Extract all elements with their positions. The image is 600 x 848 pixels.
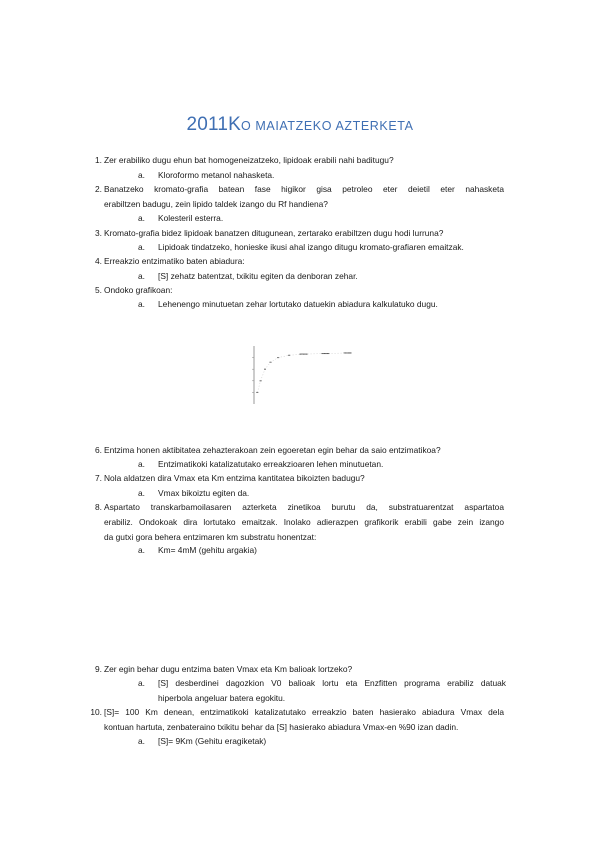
question-9: 9. Zer egin behar dugu entzima baten Vmax eta Km balioak lortzeko? (95, 664, 353, 674)
answer-6: a. Entzimatikoki katalizatutako erreakzioaren lehen minutuetan. (138, 459, 384, 469)
page-title: 2011KO MAIATZEKO AZTERKETA (186, 114, 414, 135)
question-3: 3. Kromato-grafia bidez lipidoak banatzen ditugunean, zertarako erabiltzen dugu hodi lurruna? (95, 228, 444, 238)
answer-9: a. [S] desberdinei dagozkion V0 balioak lortu eta Enzfitten programa erabiliz datuak hiperbola angeluar batera egokitu. (138, 678, 506, 703)
answer-7: a. Vmax bikoiztu egiten da. (138, 488, 250, 498)
question-10: 10. [S]= 100 Km denean, entzimatikoki katalizatutako erreakzio baten hasierako abiadura Vmax dela kontuan hartuta, zenbateraino txikitu behar da [S] hasierako abiadura Vmax-en %90 izan dadin. (90, 707, 504, 732)
chart-point (344, 352, 352, 353)
answer-8: a. Km= 4mM (gehitu argakia) (138, 545, 257, 555)
question-7: 7. Nola aldatzen dira Vmax eta Km entzima kantitatea bikoizten badugu? (95, 473, 365, 483)
answer-5: a. Lehenengo minutuetan zehar lortutako datuekin abiadura kalkulatuko dugu. (138, 299, 438, 309)
answer-4: a. [S] zehatz batentzat, txikitu egiten da denboran zehar. (138, 271, 358, 281)
question-5: 5. Ondoko grafikoan: (95, 285, 173, 295)
answer-3: a. Lipidoak tindatzeko, honieske ikusi ahal izango ditugu kromato-grafiaren emaitzak. (138, 242, 464, 252)
chart-point (300, 354, 308, 355)
answer-10: a. [S]= 9Km (Gehitu eragiketak) (138, 736, 267, 746)
question-4: 4. Erreakzio entzimatiko baten abiadura: (95, 256, 245, 266)
kinetics-chart (224, 340, 374, 430)
question-1: 1. Zer erabiliko dugu ehun bat homogeneizatzeko, lipidoak erabili nahi baditugu? (95, 155, 394, 165)
answer-1: a. Kloroformo metanol nahasketa. (138, 170, 275, 180)
answer-2: a. Kolesteril esterra. (138, 213, 224, 223)
question-6: 6. Entzima honen aktibitatea zehazterakoan zein egoeretan egin behar da saio entzimatikoa? (95, 445, 441, 455)
question-2: 2. Banatzeko kromato-grafia batean fase higikor gisa petroleo eter deietil eter nahasketa erabiltzen badugu, zein lipido taldek izango du Rf handiena? (95, 184, 504, 209)
chart-series-line (257, 353, 347, 392)
question-8: 8. Aspartato transkarbamoilasaren azterketa zinetikoa burutu da, substratuarentzat aspartatoa erabiliz. Ondokoak dira lortutako emaitzak. Inolako adierazpen grafikorik erabili gabe zein izango da gutxi gora behera entzimaren km substratu honentzat: (95, 502, 504, 542)
